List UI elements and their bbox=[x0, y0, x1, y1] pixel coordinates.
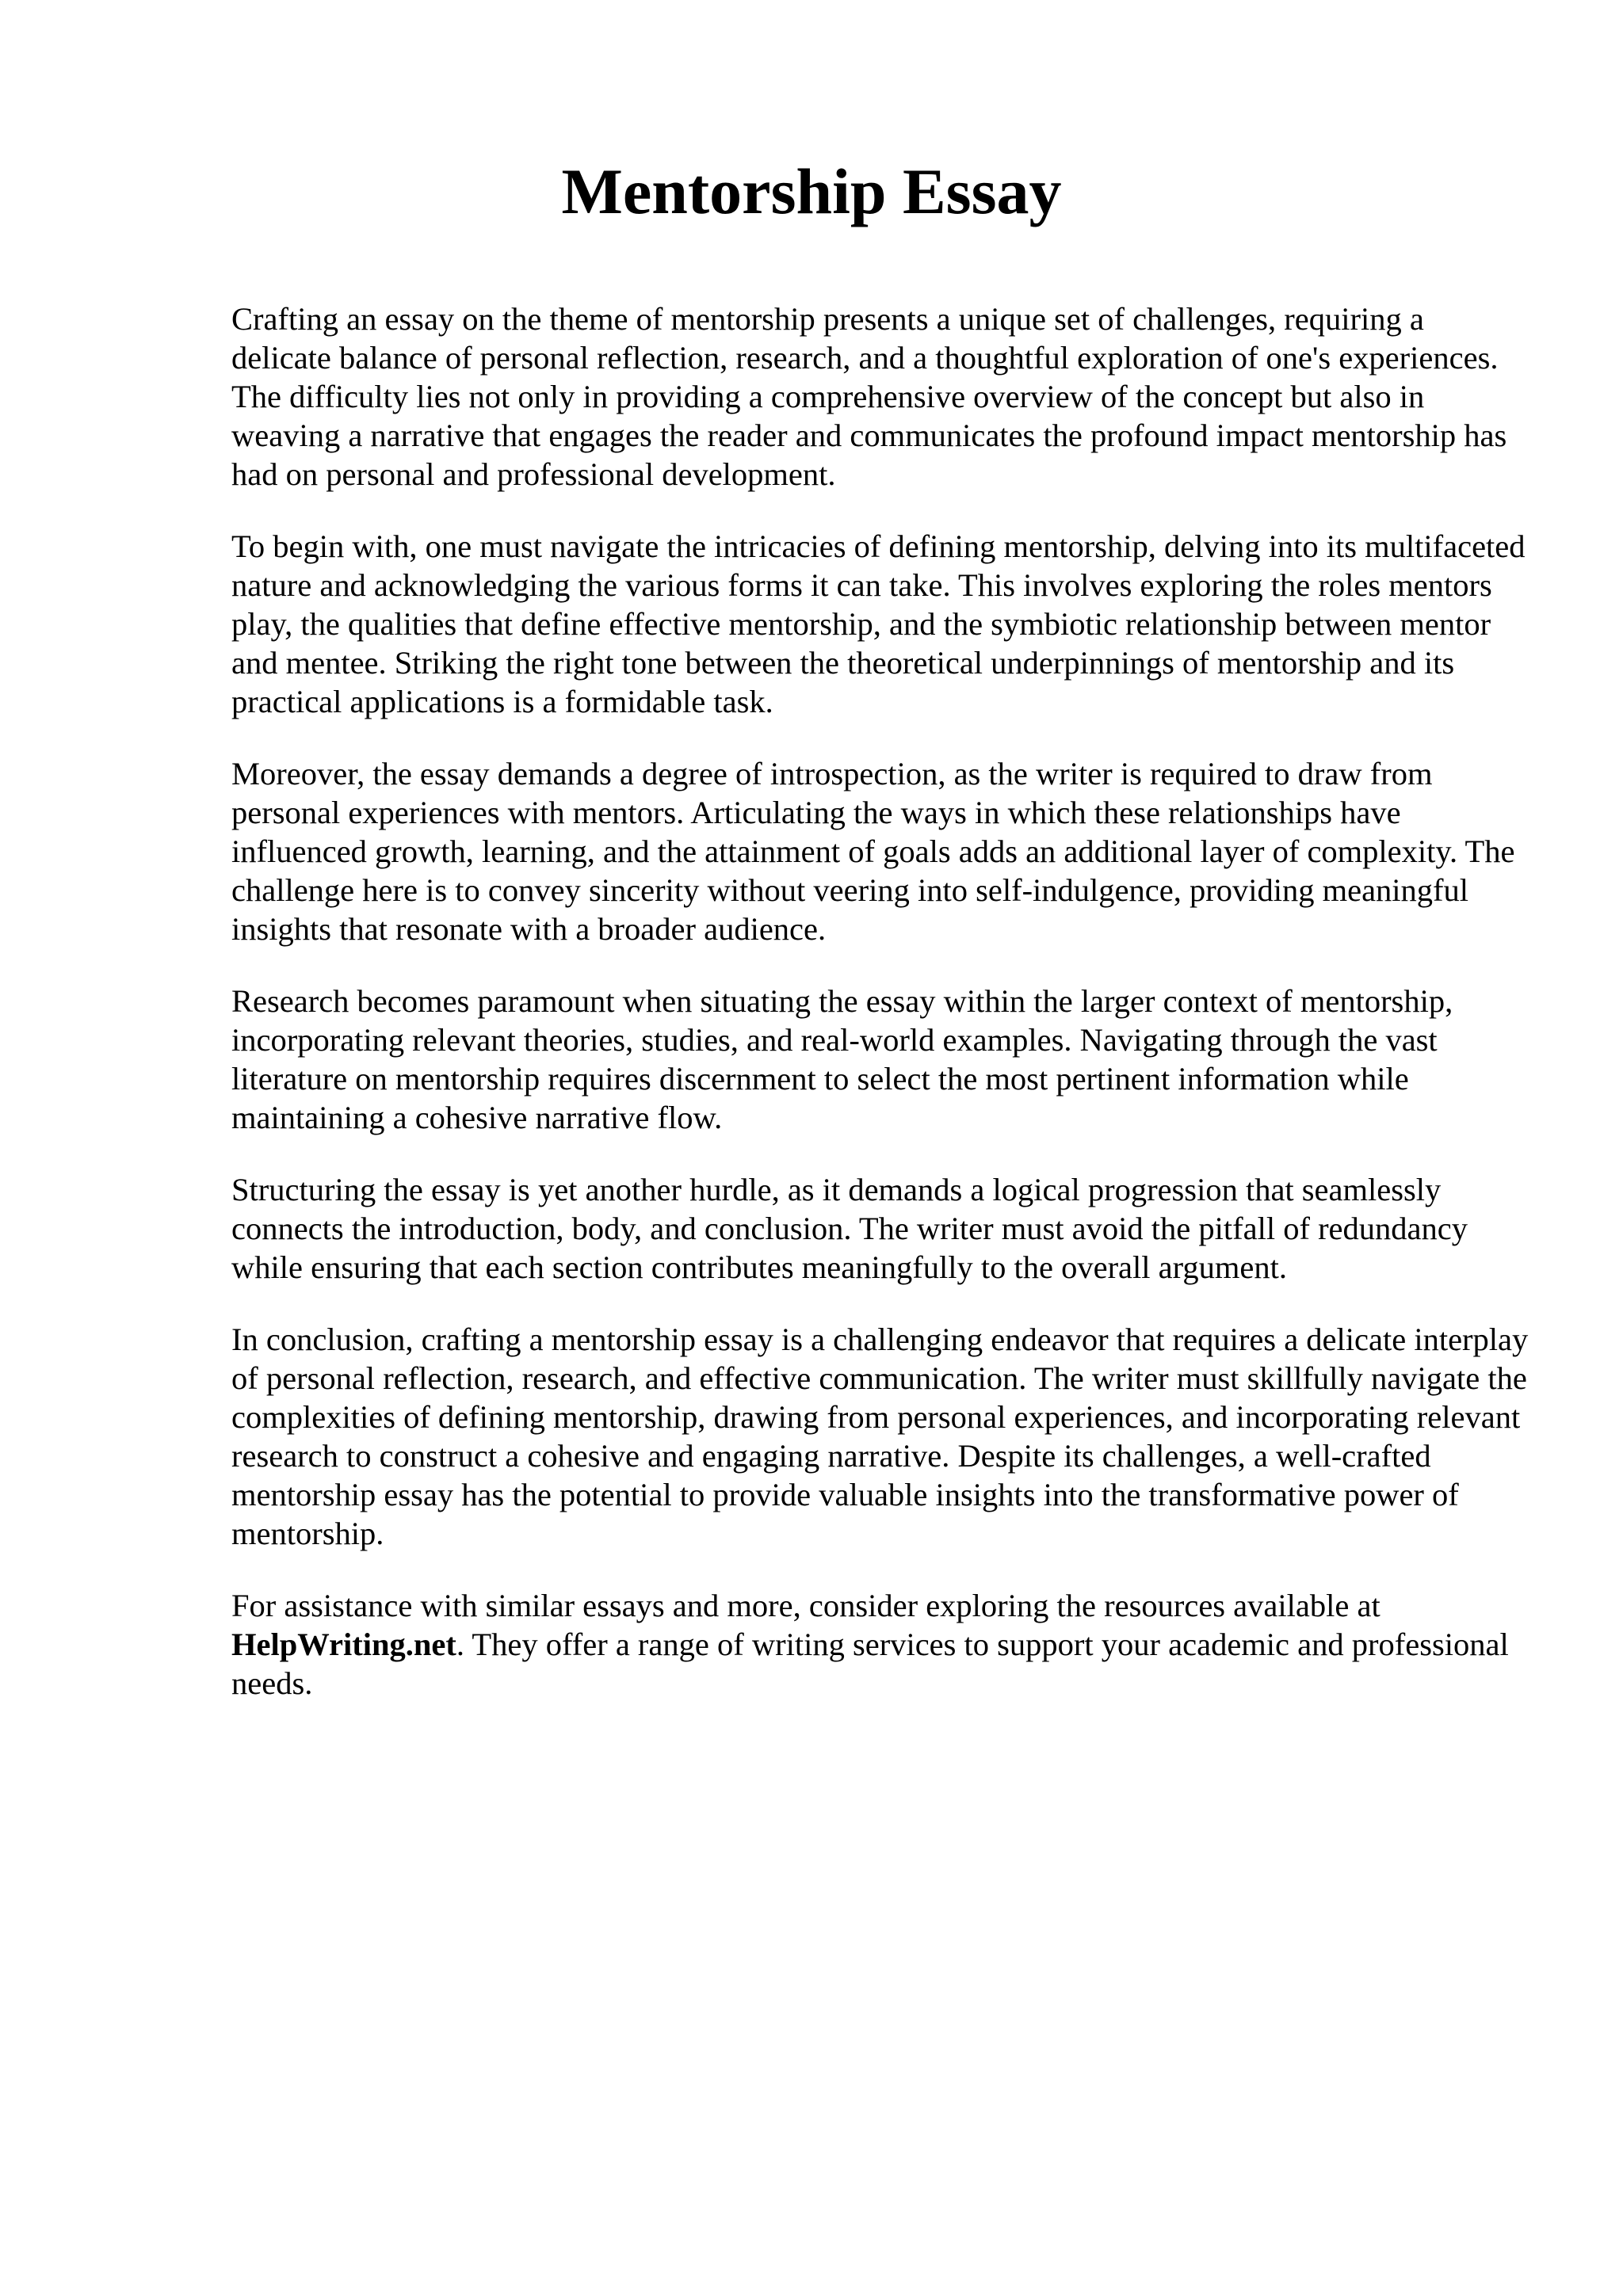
closing-text-after: . They offer a range of writing services to support your academic and professional needs. bbox=[231, 1627, 1509, 1701]
paragraph-5: Structuring the essay is yet another hurdle, as it demands a logical progression that seamlessly connects the introduction, body, and conclusion. The writer must avoid the pitfall of redundancy while ensuring that each section contributes meaningfully to the overall argument. bbox=[231, 1172, 1468, 1285]
paragraph-1: Crafting an essay on the theme of mentorship presents a unique set of challenges, requiring a delicate balance of personal reflection, research, and a thoughtful exploration of one's experiences. The difficulty lies not only in providing a comprehensive overview of the concept but also in weaving a narrative that engages the reader and communicates the profound impact mentorship has had on personal and professional development. bbox=[231, 301, 1507, 492]
brand-link[interactable]: HelpWriting.net bbox=[231, 1627, 456, 1662]
paragraph-3: Moreover, the essay demands a degree of introspection, as the writer is required to draw from personal experiences with mentors. Articulating the ways in which these relationships have influenced growth, learning, and the attainment of goals adds an additional layer of complexity. The challenge here is to convey sincerity without veering into self-indulgence, providing meaningful insights that resonate with a broader audience. bbox=[231, 756, 1515, 947]
closing-paragraph bbox=[231, 1586, 1531, 1703]
paragraph-6: In conclusion, crafting a mentorship essay is a challenging endeavor that requires a delicate interplay of personal reflection, research, and effective communication. The writer must skillfully navigate the complexities of defining mentorship, drawing from personal experiences, and incorporating relevant research to construct a cohesive and engaging narrative. Despite its challenges, a well-crafted mentorship essay has the potential to provide valuable insights into the transformative power of mentorship. bbox=[231, 1322, 1529, 1551]
page-title: Mentorship Essay bbox=[561, 155, 1062, 227]
paragraph-2: To begin with, one must navigate the intricacies of defining mentorship, delving into its multifaceted nature and acknowledging the various forms it can take. This involves exploring the roles mentors play, the qualities that define effective mentorship, and the symbiotic relationship between mentor and mentee. Striking the right tone between the theoretical underpinnings of mentorship and its practical applications is a formidable task. bbox=[231, 528, 1526, 719]
closing-text-before: For assistance with similar essays and more, consider exploring the resources available at bbox=[231, 1588, 1381, 1623]
paragraph-4: Research becomes paramount when situating the essay within the larger context of mentorship, incorporating relevant theories, studies, and real-world examples. Navigating through the vast literature on mentorship requires discernment to select the most pertinent information while maintaining a cohesive narrative flow. bbox=[231, 983, 1453, 1135]
essay-body bbox=[231, 299, 1531, 1736]
